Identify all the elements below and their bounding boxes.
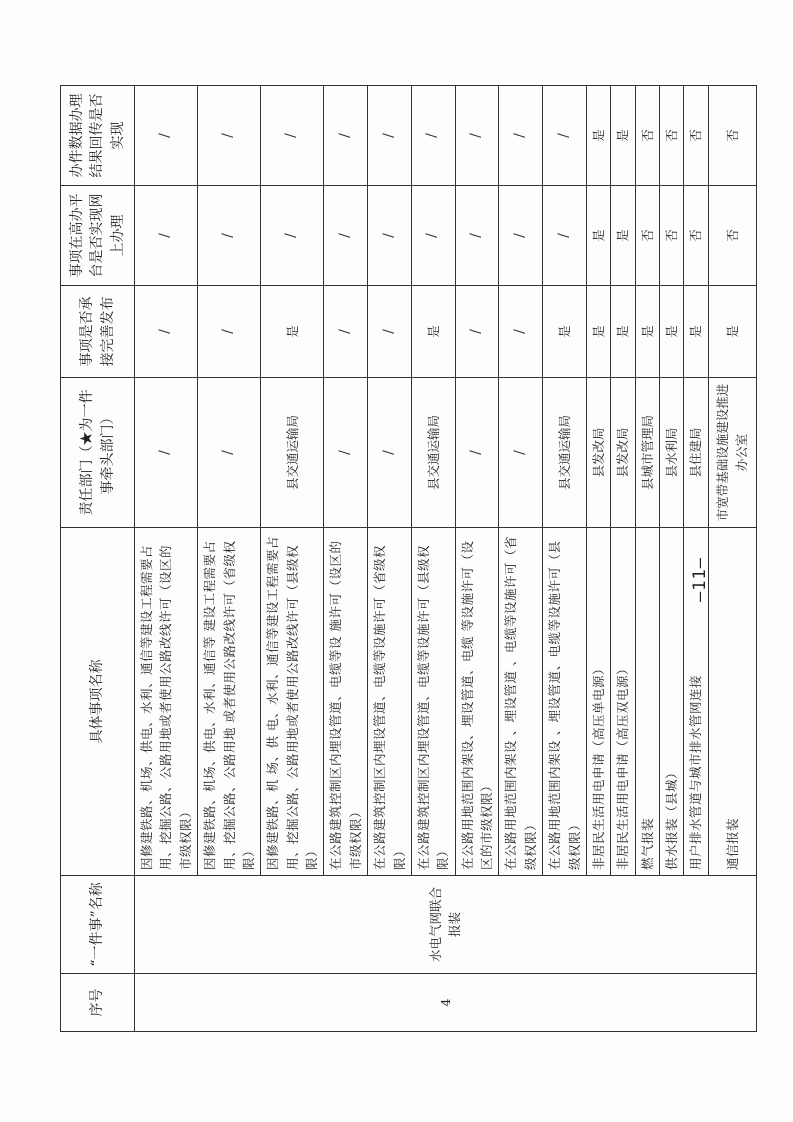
dept-cell: 县交通运输局 xyxy=(543,378,587,528)
returned-cell: 是 xyxy=(611,86,635,186)
matters-table xyxy=(60,85,757,1032)
header-item: 具体事项名称 xyxy=(61,528,135,876)
online-cell: 否 xyxy=(660,186,684,286)
item-name: 在公路用地范围内架设、埋设管道、电缆 等设施许可（设区的市级权限） xyxy=(455,528,499,876)
online-cell: / xyxy=(135,186,198,286)
item-name: 在公路建筑控制区内埋设管道、电缆等设施许可（省级权限） xyxy=(368,528,412,876)
online-cell: 是 xyxy=(611,186,635,286)
connected-cell: 是 xyxy=(708,286,756,378)
item-name: 在公路用地范围内架设 、埋设管道 、电缆等设施许可（省级权限） xyxy=(499,528,543,876)
dept-cell: / xyxy=(499,378,543,528)
header-name: “一件事”名称 xyxy=(61,876,135,974)
item-name: 燃气报装 xyxy=(635,528,659,876)
connected-cell: / xyxy=(324,286,368,378)
connected-cell: / xyxy=(368,286,412,378)
returned-cell: 是 xyxy=(586,86,610,186)
dept-cell: 县交通运输局 xyxy=(261,378,324,528)
item-name: 通信报装 xyxy=(708,528,756,876)
item-name: 在公路建筑控制区内埋设管道、电缆等设施许可（县级权限） xyxy=(411,528,455,876)
online-cell: / xyxy=(324,186,368,286)
online-cell: / xyxy=(368,186,412,286)
header-connected: 事项是否承接完善发布 xyxy=(61,286,135,378)
header-seq: 序号 xyxy=(61,974,135,1032)
dept-cell: / xyxy=(368,378,412,528)
online-cell: 否 xyxy=(635,186,659,286)
online-cell: / xyxy=(543,186,587,286)
dept-cell: 县交通运输局 xyxy=(411,378,455,528)
returned-cell: / xyxy=(135,86,198,186)
online-cell: 否 xyxy=(684,186,708,286)
returned-cell: 否 xyxy=(635,86,659,186)
connected-cell: 是 xyxy=(261,286,324,378)
dept-cell: / xyxy=(198,378,261,528)
connected-cell: 是 xyxy=(411,286,455,378)
online-cell: 是 xyxy=(586,186,610,286)
connected-cell: 是 xyxy=(611,286,635,378)
dept-cell: 市宽带基础设施建设推进办公室 xyxy=(708,378,756,528)
dept-cell: / xyxy=(135,378,198,528)
dept-cell: / xyxy=(455,378,499,528)
dept-cell: 县住建局 xyxy=(684,378,708,528)
connected-cell: / xyxy=(455,286,499,378)
online-cell: / xyxy=(411,186,455,286)
item-name: 因修建铁路、机场、供电、水利、通信等 建设工程需要占用、挖掘公路、公路用地 或者使用公路改线许可（省级权限） xyxy=(198,528,261,876)
item-name: 非居民生活用电申请（高压双电源） xyxy=(611,528,635,876)
online-cell: 否 xyxy=(708,186,756,286)
connected-cell: 是 xyxy=(635,286,659,378)
returned-cell: 否 xyxy=(660,86,684,186)
online-cell: / xyxy=(455,186,499,286)
header-online: 事项在高办平台是否实现网上办理 xyxy=(61,186,135,286)
connected-cell: 是 xyxy=(660,286,684,378)
online-cell: / xyxy=(499,186,543,286)
returned-cell: / xyxy=(198,86,261,186)
returned-cell: / xyxy=(543,86,587,186)
connected-cell: / xyxy=(499,286,543,378)
connected-cell: 是 xyxy=(543,286,587,378)
item-name: 在公路用地范围内架设 、埋设管道、电缆等设施许可（县级权限） xyxy=(543,528,587,876)
item-name: 非居民生活用电申请（高压单电源） xyxy=(586,528,610,876)
item-name: 用户排水管道与城市排水管网连接 xyxy=(684,528,708,876)
returned-cell: / xyxy=(261,86,324,186)
table-row xyxy=(135,86,198,1032)
item-name: 因修建铁路、机 场、供 电、水利、通信等建设工程需要占用、挖掘公路、公路用地或者使用公路改线许可（县级权限） xyxy=(261,528,324,876)
returned-cell: 否 xyxy=(708,86,756,186)
connected-cell: / xyxy=(135,286,198,378)
connected-cell: 是 xyxy=(586,286,610,378)
connected-cell: 是 xyxy=(684,286,708,378)
dept-cell: 县发改局 xyxy=(586,378,610,528)
header-dept: 责任部门（★为一件事牵头部门） xyxy=(61,378,135,528)
group-name: 水电气网联合报装 xyxy=(135,876,757,974)
table-header-row xyxy=(61,86,135,1032)
dept-cell: 县水利局 xyxy=(660,378,684,528)
item-name: 在公路建筑控制区内埋设管道、电缆等设 施许可（设区的市级权限） xyxy=(324,528,368,876)
dept-cell: / xyxy=(324,378,368,528)
table-body xyxy=(135,86,757,1032)
header-returned: 办件数据办理结果回传是否实现 xyxy=(61,86,135,186)
dept-cell: 县发改局 xyxy=(611,378,635,528)
returned-cell: / xyxy=(411,86,455,186)
connected-cell: / xyxy=(198,286,261,378)
returned-cell: / xyxy=(455,86,499,186)
returned-cell: 否 xyxy=(684,86,708,186)
returned-cell: / xyxy=(368,86,412,186)
online-cell: / xyxy=(261,186,324,286)
item-name: 供水报装（县城） xyxy=(660,528,684,876)
returned-cell: / xyxy=(499,86,543,186)
returned-cell: / xyxy=(324,86,368,186)
dept-cell: 县城市管理局 xyxy=(635,378,659,528)
page-number: —11— xyxy=(690,557,710,602)
online-cell: / xyxy=(198,186,261,286)
group-seq: 4 xyxy=(135,974,757,1032)
item-name: 因修建铁路、机场、供电、水利、通信等建设工程需要占用、挖掘公路、公路用地或者使用公路改线许可（设区的市级权限） xyxy=(135,528,198,876)
